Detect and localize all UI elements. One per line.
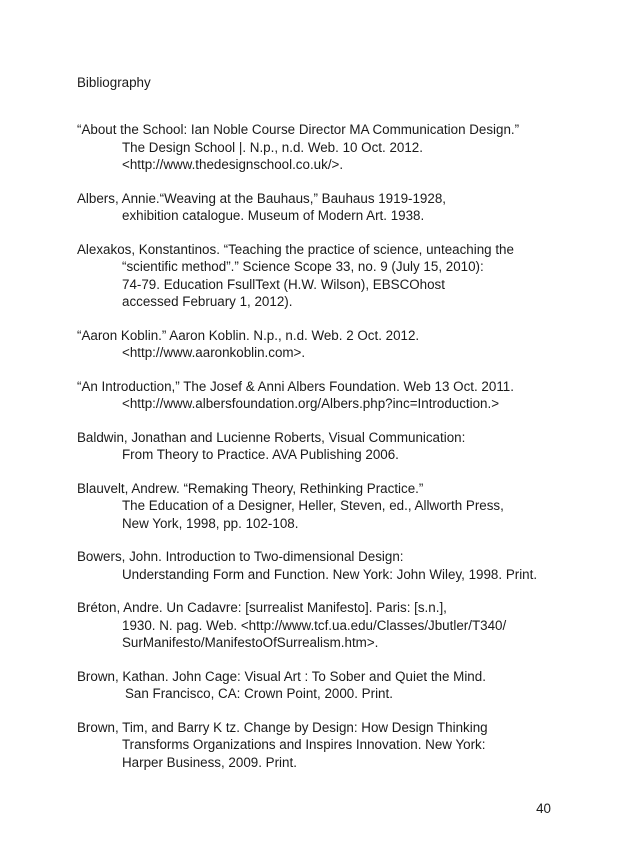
bibliography-entry bbox=[77, 599, 587, 652]
entry-line: “Aaron Koblin.” Aaron Koblin. N.p., n.d. Web. 2 Oct. 2012. bbox=[77, 327, 420, 343]
entry-line: <http://www.albersfoundation.org/Albers.php?inc=Introduction.> bbox=[122, 396, 500, 411]
entry-line: Albers, Annie.“Weaving at the Bauhaus,” Bauhaus 1919-1928, bbox=[77, 190, 446, 206]
entry-line: Brown, Tim, and Barry K tz. Change by Design: How Design Thinking bbox=[77, 719, 488, 735]
entry-line: <http://www.thedesignschool.co.uk/>. bbox=[122, 157, 344, 172]
entry-line: SurManifesto/ManifestoOfSurrealism.htm>. bbox=[122, 635, 379, 650]
bibliography-entry bbox=[77, 480, 587, 533]
entry-line: “An Introduction,” The Josef & Anni Albers Foundation. Web 13 Oct. 2011. bbox=[77, 378, 514, 394]
entry-line: Transforms Organizations and Inspires Innovation. New York: bbox=[122, 737, 486, 752]
entry-line: Harper Business, 2009. Print. bbox=[122, 754, 297, 770]
entry-line: Blauvelt, Andrew. “Remaking Theory, Rethinking Practice.” bbox=[77, 480, 424, 496]
entry-line: The Design School |. N.p., n.d. Web. 10 Oct. 2012. bbox=[122, 139, 423, 155]
bibliography-entry bbox=[77, 719, 587, 772]
entry-line: 1930. N. pag. Web. <http://www.tcf.ua.edu/Classes/Jbutler/T340/ bbox=[122, 617, 507, 633]
bibliography-entry bbox=[77, 190, 587, 225]
entry-line: Bréton, Andre. Un Cadavre: [surrealist Manifesto]. Paris: [s.n.], bbox=[77, 600, 447, 615]
entry-line: 74-79. Education FsullText (H.W. Wilson), EBSCOhost bbox=[122, 276, 445, 292]
bibliography-entry bbox=[77, 121, 587, 174]
bibliography-list bbox=[77, 121, 587, 787]
entry-line: Brown, Kathan. John Cage: Visual Art : To Sober and Quiet the Mind. bbox=[77, 668, 486, 684]
entry-line: “scientific method”.” Science Scope 33, no. 9 (July 15, 2010): bbox=[122, 259, 484, 274]
entry-line: San Francisco, CA: Crown Point, 2000. Print. bbox=[125, 686, 393, 701]
bibliography-entry bbox=[77, 429, 587, 464]
bibliography-entry bbox=[77, 668, 587, 703]
entry-line: Understanding Form and Function. New York: John Wiley, 1998. Print. bbox=[122, 566, 538, 582]
bibliography-entry bbox=[77, 548, 587, 583]
bibliography-entry bbox=[77, 327, 587, 362]
entry-line: The Education of a Designer, Heller, Steven, ed., Allworth Press, bbox=[122, 498, 504, 513]
entry-line: <http://www.aaronkoblin.com>. bbox=[122, 345, 306, 360]
entry-line: Bowers, John. Introduction to Two-dimensional Design: bbox=[77, 549, 404, 564]
page-number: 40 bbox=[536, 801, 551, 816]
entry-line: New York, 1998, pp. 102-108. bbox=[122, 515, 299, 531]
entry-line: accessed February 1, 2012). bbox=[122, 294, 293, 309]
entry-line: “About the School: Ian Noble Course Director MA Communication Design.” bbox=[77, 122, 520, 137]
entry-line: Alexakos, Konstantinos. “Teaching the practice of science, unteaching the bbox=[77, 241, 514, 257]
page-heading: Bibliography bbox=[77, 75, 151, 90]
bibliography-entry bbox=[77, 378, 587, 413]
entry-line: From Theory to Practice. AVA Publishing 2006. bbox=[122, 447, 399, 462]
bibliography-entry bbox=[77, 241, 587, 311]
entry-line: Baldwin, Jonathan and Lucienne Roberts, Visual Communication: bbox=[77, 429, 466, 445]
entry-line: exhibition catalogue. Museum of Modern Art. 1938. bbox=[122, 208, 425, 223]
